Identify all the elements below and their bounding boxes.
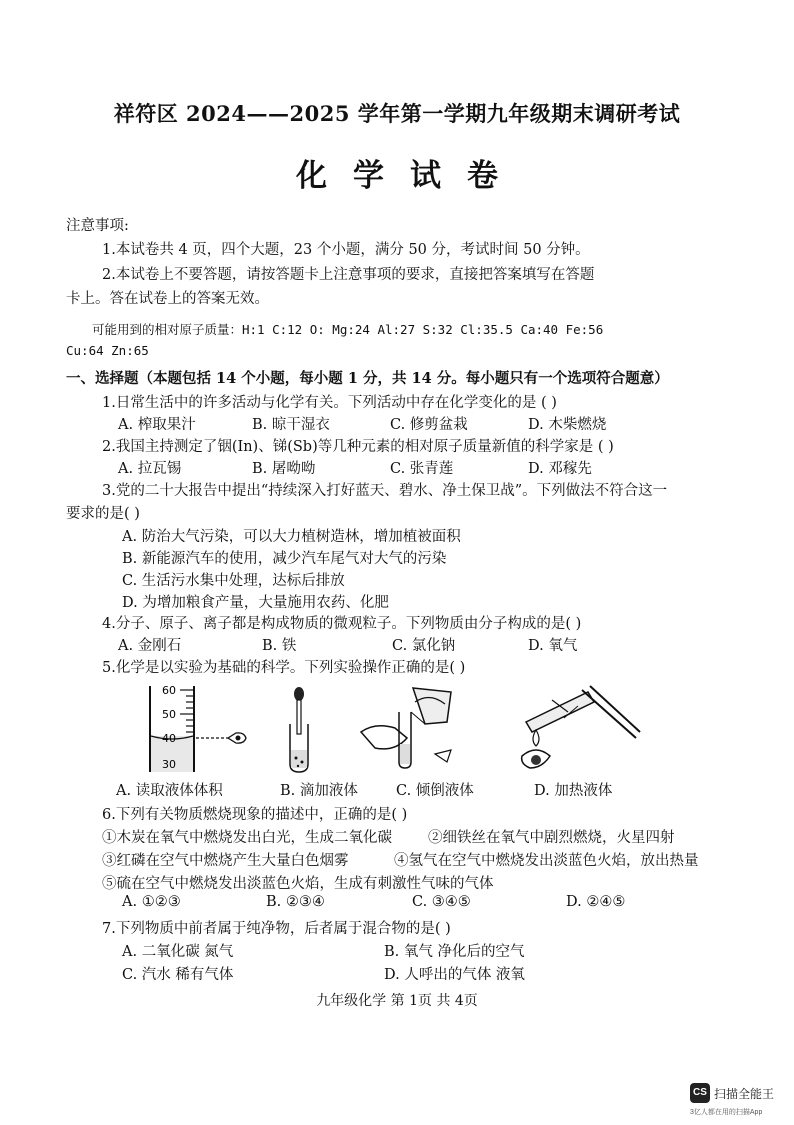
- camscanner-icon: CS: [690, 1083, 710, 1103]
- figure-pouring: [355, 682, 465, 774]
- q5-option-b: B. 滴加液体: [280, 783, 358, 799]
- q2-option-d: D. 邓稼先: [528, 461, 592, 477]
- scale-tick-40: 40: [162, 732, 176, 745]
- eye-icon: [228, 733, 246, 743]
- q3-stem-cont: 要求的是( ): [66, 506, 140, 522]
- q6-statement-1: ①木炭在氧气中燃烧发出白光，生成二氧化碳: [102, 830, 392, 846]
- atomic-masses-line-1: 可能用到的相对原子质量：H:1 C:12 O: Mg:24 Al:27 S:32 Cl:35.5 Ca:40 Fe:56: [92, 322, 604, 337]
- q4-stem: 4.分子、原子、离子都是构成物质的微观粒子。下列物质由分子构成的是( ): [102, 616, 582, 632]
- notes-item-2-cont: 卡上。答在试卷上的答案无效。: [66, 291, 269, 307]
- q3-option-b: B. 新能源汽车的使用，减少汽车尾气对大气的污染: [122, 551, 447, 567]
- q3-option-c: C. 生活污水集中处理，达标后排放: [122, 573, 345, 589]
- atomic-masses-line-2: Cu:64 Zn:65: [66, 343, 149, 358]
- q6-statement-2: ②细铁丝在氧气中剧烈燃烧，火星四射: [428, 830, 675, 846]
- q4-option-a: A. 金刚石: [118, 638, 182, 654]
- figure-reading-cylinder: [130, 682, 260, 774]
- q1-option-d: D. 木柴燃烧: [528, 417, 607, 433]
- q6-option-d: D. ②④⑤: [566, 894, 626, 910]
- watermark-subtitle: 3亿人都在用的扫描App: [690, 1109, 763, 1116]
- q1-option-c: C. 修剪盆栽: [390, 417, 468, 433]
- page-footer: 九年级化学 第 1页 共 4页: [316, 993, 478, 1009]
- notes-item-1: 1.本试卷共 4 页，四个大题，23 个小题，满分 50 分，考试时间 50 分钟。: [102, 242, 590, 258]
- q2-option-a: A. 拉瓦锡: [118, 461, 182, 477]
- section-1-heading: 一、选择题（本题包括 14 个小题，每小题 1 分，共 14 分。每小题只有一个选项符合题意）: [66, 370, 669, 387]
- q1-stem: 1.日常生活中的许多活动与化学有关。下列活动中存在化学变化的是 ( ): [102, 395, 557, 411]
- q7-option-c: C. 汽水 稀有气体: [122, 967, 234, 983]
- q2-option-c: C. 张青莲: [390, 461, 454, 477]
- q7-option-b: B. 氧气 净化后的空气: [384, 944, 525, 960]
- q6-option-b: B. ②③④: [266, 894, 325, 910]
- q4-option-c: C. 氯化钠: [392, 638, 456, 654]
- q3-option-d: D. 为增加粮食产量，大量施用农药、化肥: [122, 595, 389, 611]
- scale-tick-30: 30: [162, 758, 176, 771]
- q6-stem: 6.下列有关物质燃烧现象的描述中，正确的是( ): [102, 807, 408, 823]
- q3-option-a: A. 防治大气污染，可以大力植树造林，增加植被面积: [122, 529, 461, 545]
- q7-option-d: D. 人呼出的气体 液氧: [384, 967, 525, 983]
- q5-option-d: D. 加热液体: [534, 783, 613, 799]
- scanner-watermark: [690, 1083, 775, 1116]
- exam-title: 祥符区 2024——2025 学年第一学期九年级期末调研考试: [113, 101, 681, 126]
- q3-stem: 3.党的二十大报告中提出“持续深入打好蓝天、碧水、净土保卫战”。下列做法不符合这一: [102, 483, 668, 499]
- subject-title: 化学试卷: [296, 158, 524, 194]
- watermark-label: 扫描全能王: [714, 1086, 775, 1101]
- q4-option-b: B. 铁: [262, 638, 297, 654]
- scale-tick-50: 50: [162, 708, 176, 721]
- q6-statement-4: ④氢气在空气中燃烧发出淡蓝色火焰，放出热量: [394, 853, 699, 869]
- q6-option-c: C. ③④⑤: [412, 894, 471, 910]
- q1-option-a: A. 榨取果汁: [118, 417, 196, 433]
- q4-option-d: D. 氧气: [528, 638, 578, 654]
- figure-heating: [512, 682, 642, 774]
- q6-option-a: A. ①②③: [122, 894, 181, 910]
- scale-tick-60: 60: [162, 684, 176, 697]
- q6-statement-5: ⑤硫在空气中燃烧发出淡蓝色火焰，生成有刺激性气味的气体: [102, 876, 494, 892]
- q6-statement-3: ③红磷在空气中燃烧产生大量白色烟雾: [102, 853, 349, 869]
- figure-dropper: [280, 684, 320, 774]
- notes-item-2: 2.本试卷上不要答题，请按答题卡上注意事项的要求，直接把答案填写在答题: [102, 267, 595, 283]
- q7-stem: 7.下列物质中前者属于纯净物，后者属于混合物的是( ): [102, 921, 451, 937]
- q5-stem: 5.化学是以实验为基础的科学。下列实验操作正确的是( ): [102, 660, 466, 676]
- q1-option-b: B. 晾干湿衣: [252, 417, 330, 433]
- q2-stem: 2.我国主持测定了铟(In)、锑(Sb)等几种元素的相对原子质量新值的科学家是 ( ): [102, 439, 614, 455]
- q2-option-b: B. 屠呦呦: [252, 461, 316, 477]
- q5-option-a: A. 读取液体体积: [116, 783, 223, 799]
- notes-heading: 注意事项:: [66, 218, 129, 234]
- q7-option-a: A. 二氧化碳 氮气: [122, 944, 234, 960]
- q5-option-c: C. 倾倒液体: [396, 783, 474, 799]
